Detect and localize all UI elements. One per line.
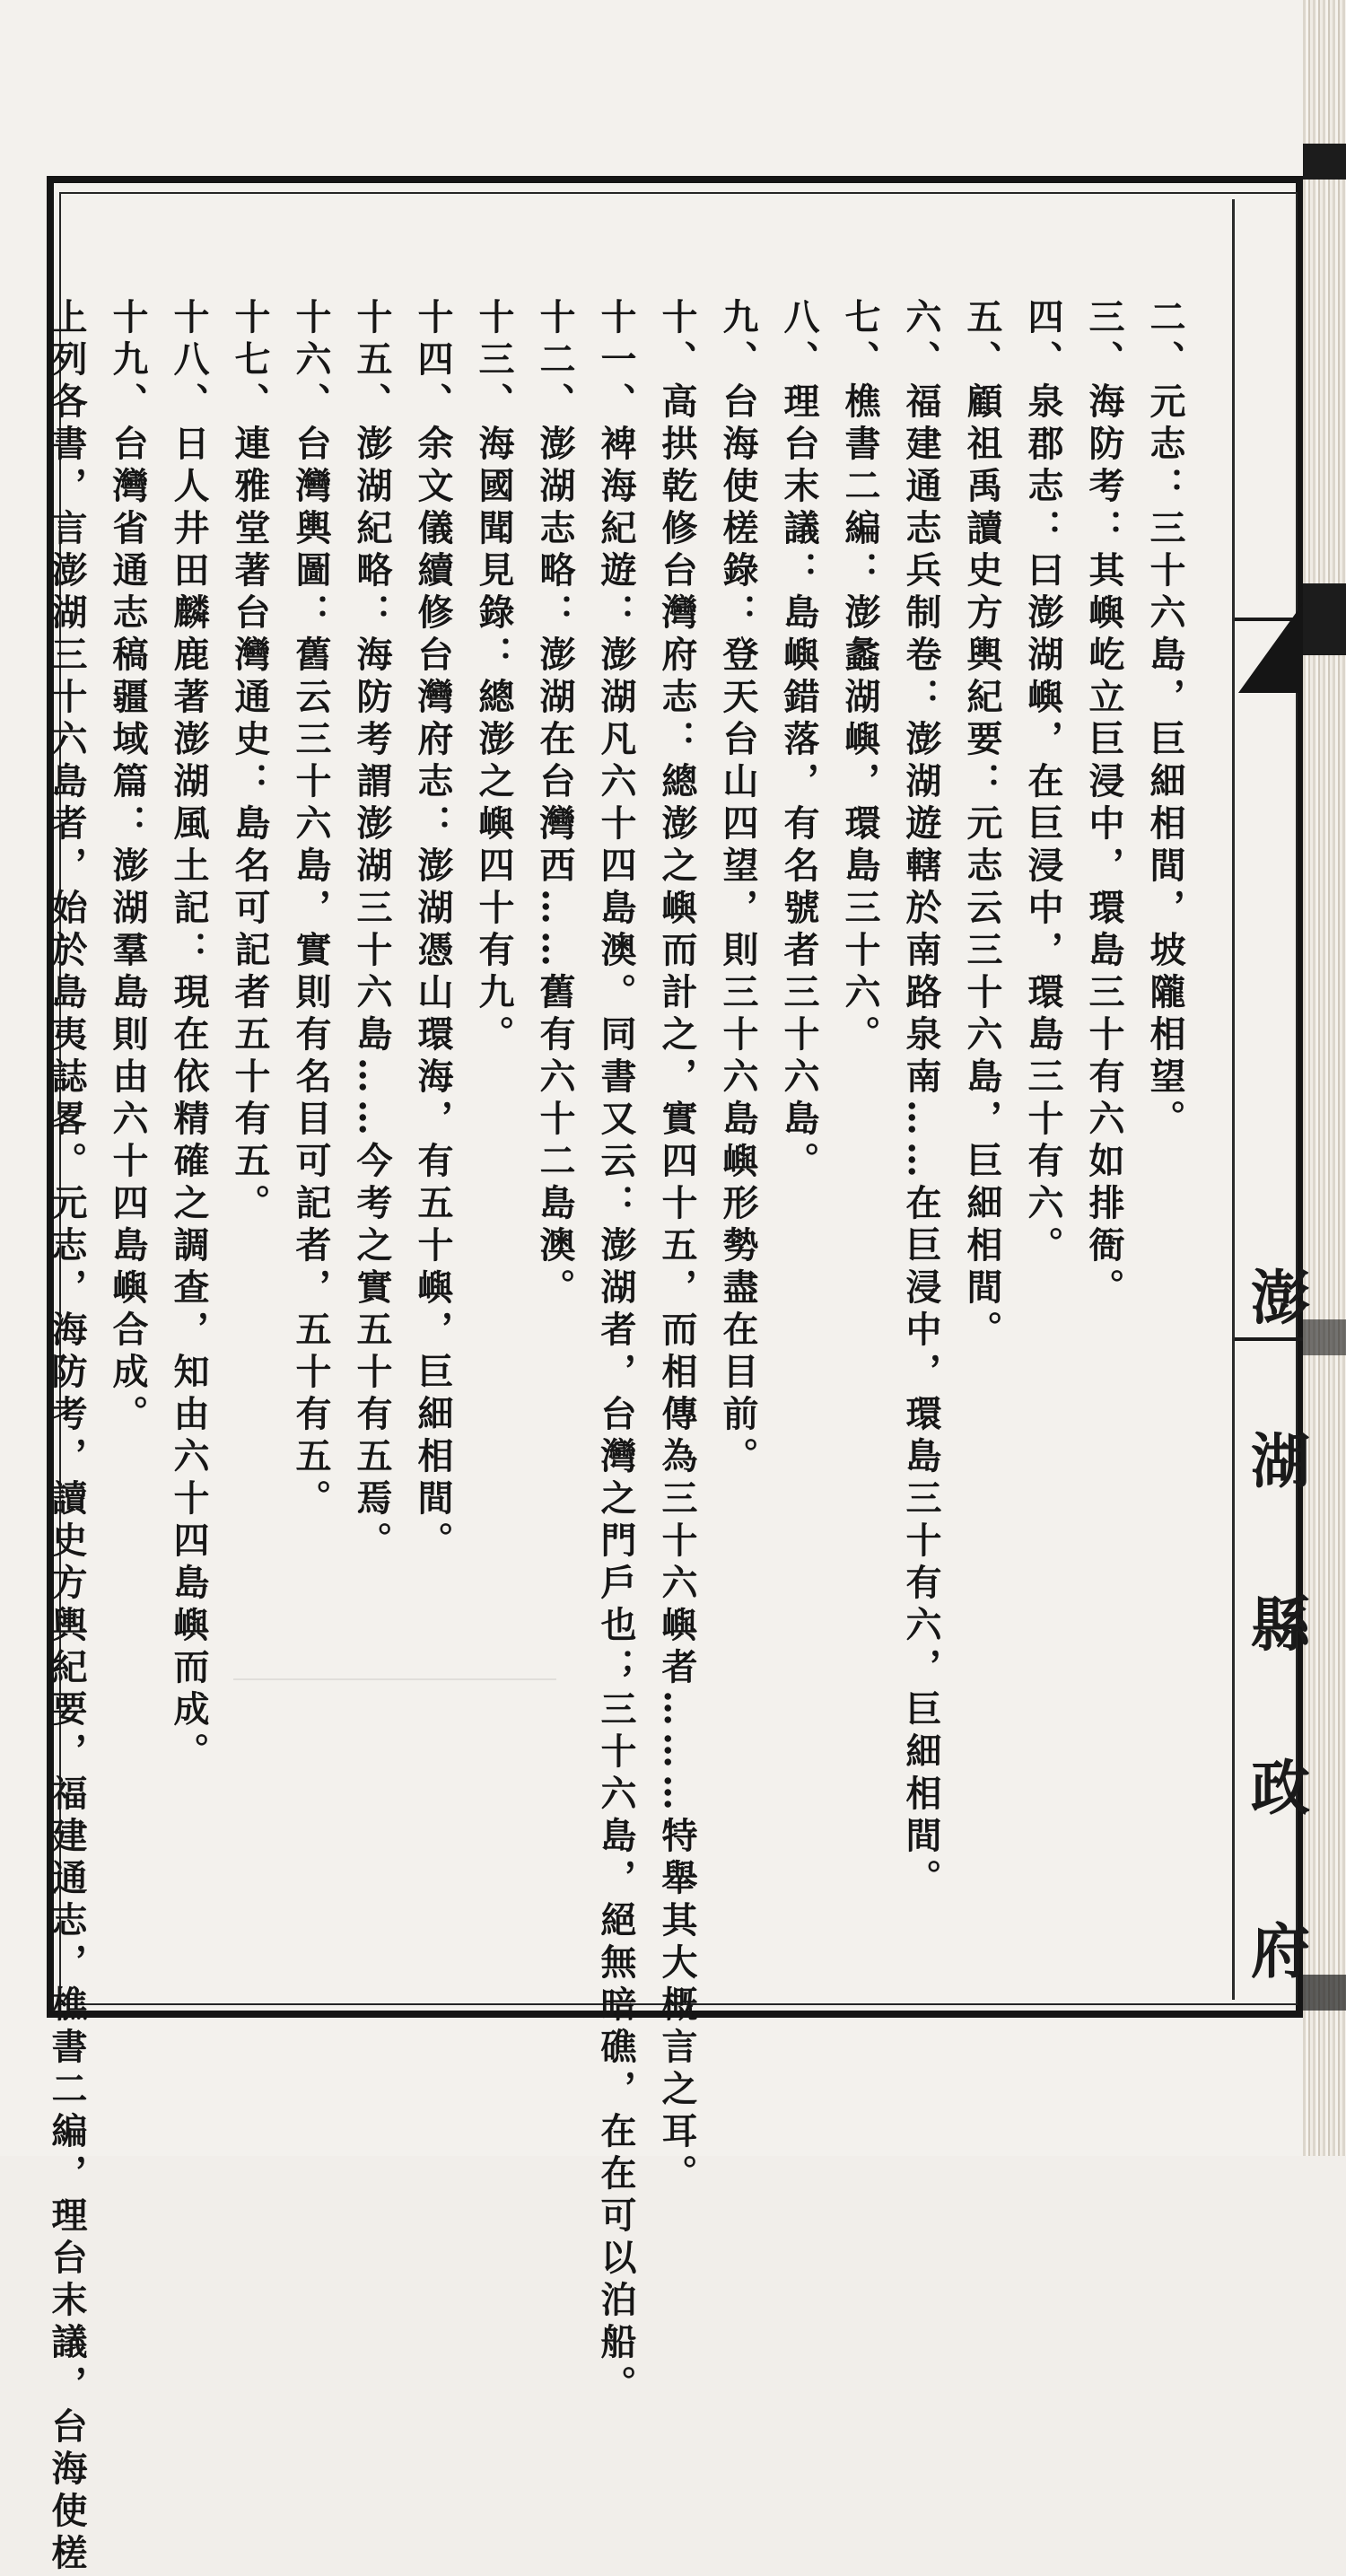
spine-char: 縣 <box>1251 1590 1310 1660</box>
text-line: 九、台海使槎錄：登天台山四望，則三十六島嶼形勢盡在目前。 <box>717 298 759 1479</box>
spine-panel-divider <box>1232 199 1235 2000</box>
page-edge-mark <box>1303 583 1346 655</box>
text-line: 十一、裨海紀遊：澎湖凡六十四島澳。同書又云：澎湖者，台灣之門戶也；三十六島，絕無暗礁，在在可以泊船。 <box>595 298 637 2407</box>
text-line: 十九、台灣省通志稿疆域篇：澎湖羣島則由六十四島嶼合成。 <box>107 298 149 1437</box>
text-line: 六、福建通志兵制卷：澎湖遊轄於南路泉南……在巨浸中，環島三十有六，巨細相間。 <box>900 298 942 1901</box>
text-line: 四、泉郡志：曰澎湖嶼，在巨浸中，環島三十有六。 <box>1022 298 1064 1268</box>
text-line: 上列各書，言澎湖三十六島者，始於島夷誌畧。元志，海防考，讀史方輿紀要，福建通志，樵書二編，理台末議，台海使槎 <box>46 298 88 2576</box>
text-line: 三、海防考：其嶼屹立巨浸中，環島三十有六如排衙。 <box>1083 298 1125 1310</box>
spine-title <box>1249 1257 1312 1993</box>
text-line: 十七、連雅堂著台灣通史：島名可記者五十有五。 <box>229 298 271 1226</box>
text-line: 五、顧祖禹讀史方輿紀要：元志云三十六島，巨細相間。 <box>961 298 1003 1353</box>
text-line: 十二、澎湖志略：澎湖在台灣西……舊有六十二島澳。 <box>534 298 576 1310</box>
text-line: 十四、余文儀續修台灣府志：澎湖憑山環海，有五十嶼，巨細相間。 <box>412 298 454 1564</box>
text-line: 八、理台末議：島嶼錯落，有名號者三十六島。 <box>778 298 820 1184</box>
text-line: 二、元志：三十六島，巨細相間，坡隴相望。 <box>1144 298 1186 1142</box>
spine-char: 澎 <box>1251 1263 1310 1333</box>
text-line: 七、樵書二編：澎蠡湖嶼，環島三十六。 <box>839 298 881 1057</box>
text-line: 十五、澎湖紀略：海防考謂澎湖三十六島……今考之實五十有五焉。 <box>351 298 393 1564</box>
vertical-text-block <box>46 298 1195 2576</box>
text-line: 十八、日人井田麟鹿著澎湖風土記：現在依精確之調查，知由六十四島嶼而成。 <box>168 298 210 1774</box>
text-line: 十三、海國聞見錄：總澎之嶼四十有九。 <box>473 298 515 1057</box>
text-line: 十六、台灣輿圖：舊云三十六島，實則有名目可記者，五十有五。 <box>290 298 332 1521</box>
spine-panel-wedge <box>1238 603 1303 693</box>
spine-char: 湖 <box>1251 1426 1310 1496</box>
text-line: 十、高拱乾修台灣府志：總澎之嶼而計之，實四十五，而相傳為三十六嶼者………特舉其大概言之耳。 <box>656 298 698 2196</box>
page-edge-mark <box>1303 144 1346 180</box>
spine-char: 府 <box>1251 1916 1310 1986</box>
spine-char: 政 <box>1251 1753 1310 1823</box>
